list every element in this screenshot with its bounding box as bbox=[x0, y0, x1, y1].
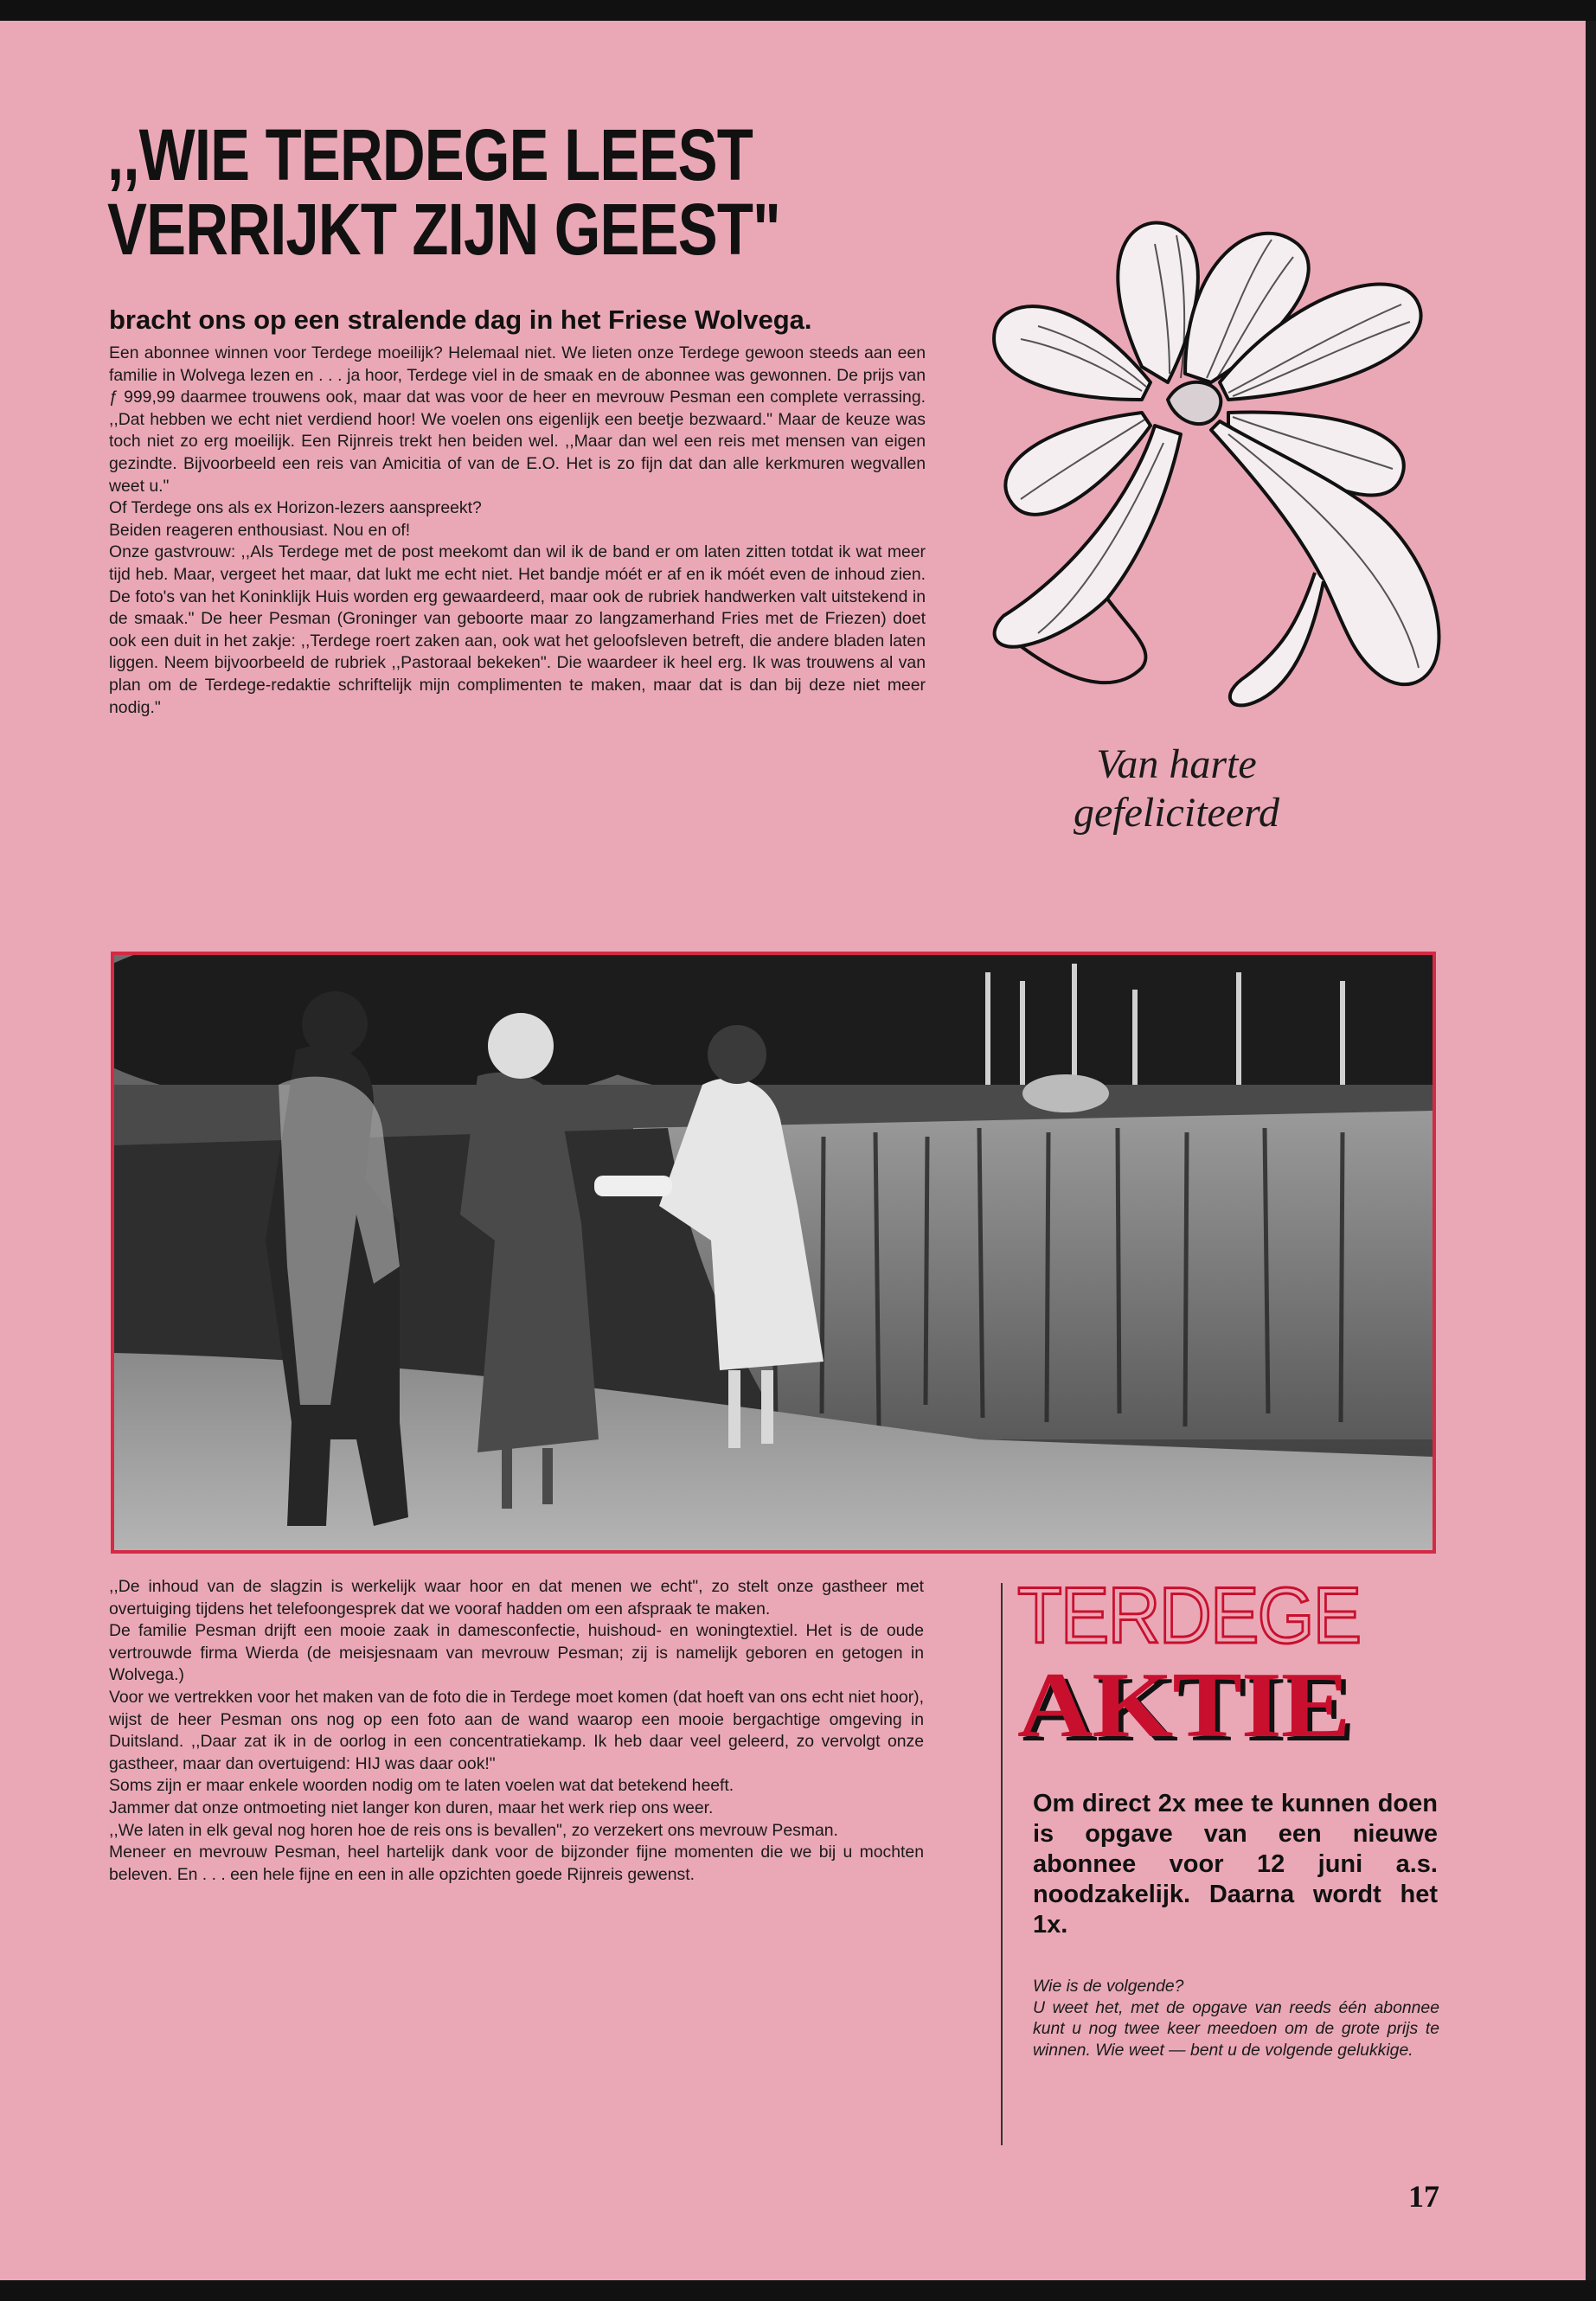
aktie-note-question: Wie is de volgende? bbox=[1033, 1977, 1184, 1996]
headline-line-1: ,,WIE TERDEGE LEEST bbox=[107, 114, 753, 195]
aktie-announcement: Om direct 2x mee te kunnen doen is opgave van een nieuwe abonnee voor 12 juni a.s. noodzakelijk. Daarna wordt het 1x. bbox=[1033, 1790, 1438, 1939]
paragraph: Voor we vertrekken voor het maken van de foto die in Terdege moet komen (dat hoeft van ons echt niet hoor), wijst de heer Pesman ons nog op een foto aan de wand waarop een mooie bergachtige omgeving in Duitsland. ,,Daar zat ik in de oorlog in een concentratiekamp. Ik heb daar veel geleerd, zo vervolgt onze gastheer, maar dan overtuigend: HIJ was daar ook!" bbox=[109, 1687, 924, 1773]
paragraph: Een abonnee winnen voor Terdege moeilijk? Helemaal niet. We lieten onze Terdege gewoon steeds aan een familie in Wolvega lezen en . . . ja hoor, Terdege viel in de smaak en de abonnee was gewonnen. De prijs van ƒ 999,99 daarmee trouwens ook, maar dat was voor de heer en mevrouw Pesman een complete verrassing. ,,Dat hebben we echt niet verdiend hoor! We voelen ons eigenlijk een beetje bezwaard." Maar de keuze was toch niet zo erg moeilijk. Een Rijnreis trekt hen beiden wel. ,,Maar dan wel een reis met mensen van eigen gezindte. Bijvoorbeeld een reis van Amicitia of van de E.O. Het is zo fijn dat dan alle kerkmuren wegvallen weet u." bbox=[109, 343, 926, 496]
top-scan-edge bbox=[0, 0, 1596, 21]
photo-handshake-by-pond bbox=[111, 952, 1436, 1554]
congratulations-caption bbox=[995, 740, 1358, 837]
congratulations-line-1: Van harte bbox=[1096, 741, 1257, 787]
aktie-title-aktie: AKTIE bbox=[1017, 1654, 1350, 1757]
headline bbox=[107, 114, 788, 270]
article-body-bottom bbox=[109, 1576, 924, 1886]
paragraph: Soms zijn er maar enkele woorden nodig om te laten voelen wat dat betekend heeft. bbox=[109, 1776, 734, 1796]
paragraph: De familie Pesman drijft een mooie zaak in damesconfectie, huishoud- en woningtextiel. Het is de oude vertrouwde firma Wierda (de meisjesnaam van mevrouw Pesman; zij is namelijk geboren en getogen in Wolvega.) bbox=[109, 1621, 924, 1685]
paragraph: Beiden reageren enthousiast. Nou en of! bbox=[109, 520, 411, 540]
paragraph: Meneer en mevrouw Pesman, heel hartelijk dank voor de bijzonder fijne momenten die we bij u mochten beleven. En . . . een hele fijne en een in alle opzichten goede Rijnreis gewenst. bbox=[109, 1843, 924, 1884]
aktie-title-terdege: TERDEGE bbox=[1017, 1572, 1361, 1660]
congratulations-line-2: gefeliciteerd bbox=[1073, 790, 1280, 836]
paragraph: Of Terdege ons als ex Horizon-lezers aanspreekt? bbox=[109, 498, 482, 518]
right-scan-edge bbox=[1586, 21, 1596, 2280]
aktie-note-text: U weet het, met de opgave van reeds één abonnee kunt u nog twee keer meedoen om de grote prijs te winnen. Wie weet — bent u de volgende gelukkige. bbox=[1033, 1997, 1439, 2060]
aktie-note bbox=[1033, 1976, 1439, 2061]
headline-line-2: VERRIJKT ZIJN GEEST" bbox=[107, 189, 780, 270]
page-number: 17 bbox=[1408, 2179, 1439, 2214]
ribbon-bow-illustration bbox=[969, 166, 1462, 737]
paragraph: ,,We laten in elk geval nog horen hoe de reis ons is bevallen", zo verzekert ons mevrouw Pesman. bbox=[109, 1820, 838, 1840]
magazine-page bbox=[0, 21, 1596, 2280]
paragraph: Onze gastvrouw: ,,Als Terdege met de post meekomt dan wil ik de band er om laten zitten totdat ik wat meer tijd heb. Maar, vergeet het maar, dat lukt me echt niet. Het bandje móét er af en ik móét even de inhoud zien. De foto's van het Koninklijk Huis worden erg gewaardeerd, maar ook de rubriek handwerken valt uitstekend in de smaak." De heer Pesman (Groninger van geboorte maar zo langzamerhand Fries met de Friezen) doet ook een duit in het zakje: ,,Terdege roert zaken aan, ook wat het geloofsleven betreft, die andere bladen laten liggen. Neem bijvoorbeeld de rubriek ,,Pastoraal bekeken". Die waardeer ik heel erg. Ik was trouwens al van plan om de Terdege-redaktie schriftelijk mijn complimenten te maken, maar dat is dan bij deze niet meer nodig." bbox=[109, 542, 926, 717]
bottom-scan-edge bbox=[0, 2280, 1596, 2301]
subheading: bracht ons op een stralende dag in het Friese Wolvega. bbox=[109, 304, 812, 335]
article-body-top bbox=[109, 343, 926, 719]
column-divider bbox=[1001, 1583, 1003, 2145]
paragraph: Jammer dat onze ontmoeting niet langer kon duren, maar het werk riep ons weer. bbox=[109, 1798, 714, 1817]
paragraph: ,,De inhoud van de slagzin is werkelijk waar hoor en dat menen we echt", zo stelt onze gastheer met overtuiging tijdens het telefoongesprek dat we vooraf hadden om een afspraak te maken. bbox=[109, 1577, 924, 1618]
